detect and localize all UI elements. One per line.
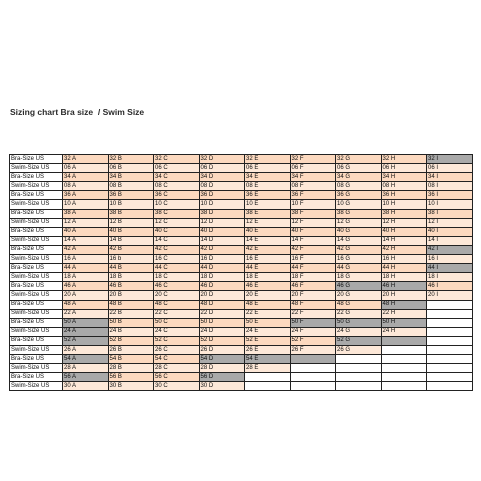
size-cell: 22 A — [63, 309, 109, 318]
size-cell: 10 B — [108, 200, 154, 209]
bra-size-label: Bra-Size US — [10, 282, 63, 291]
size-cell: 34 A — [63, 173, 109, 182]
size-cell: 52 B — [108, 336, 154, 345]
size-cell: 50 B — [108, 318, 154, 327]
size-cell: 12 C — [154, 218, 200, 227]
size-cell — [381, 336, 427, 345]
size-cell: 46 G — [336, 282, 382, 291]
size-cell: 16 D — [199, 255, 245, 264]
size-cell: 52 A — [63, 336, 109, 345]
size-cell: 40 B — [108, 227, 154, 236]
size-cell: 12 F — [290, 218, 336, 227]
bra-size-row — [10, 155, 473, 164]
size-cell: 08 D — [199, 182, 245, 191]
size-cell: 46 I — [427, 282, 473, 291]
size-cell: 32 A — [63, 155, 109, 164]
size-cell: 36 G — [336, 191, 382, 200]
size-cell: 30 D — [199, 382, 245, 391]
size-cell: 20 I — [427, 291, 473, 300]
size-cell: 18 E — [245, 273, 291, 282]
size-cell: 50 F — [290, 318, 336, 327]
size-cell: 18 A — [63, 273, 109, 282]
size-cell: 14 C — [154, 236, 200, 245]
size-cell: 10 G — [336, 200, 382, 209]
swim-size-row — [10, 364, 473, 373]
size-cell — [427, 336, 473, 345]
bra-size-label: Bra-Size US — [10, 318, 63, 327]
size-cell: 40 G — [336, 227, 382, 236]
size-cell: 24 F — [290, 327, 336, 336]
size-cell: 08 E — [245, 182, 291, 191]
size-cell: 44 F — [290, 264, 336, 273]
size-cell: 54 A — [63, 355, 109, 364]
bra-size-row — [10, 173, 473, 182]
size-cell: 26 D — [199, 345, 245, 354]
size-cell: 32 H — [381, 155, 427, 164]
size-cell: 10 F — [290, 200, 336, 209]
size-cell: 18 I — [427, 273, 473, 282]
bra-size-label: Bra-Size US — [10, 300, 63, 309]
size-cell: 48 A — [63, 300, 109, 309]
size-cell: 22 E — [245, 309, 291, 318]
size-cell: 32 G — [336, 155, 382, 164]
size-cell: 40 D — [199, 227, 245, 236]
size-cell: 38 A — [63, 209, 109, 218]
size-cell: 32 B — [108, 155, 154, 164]
size-cell: 06 E — [245, 164, 291, 173]
size-cell: 32 C — [154, 155, 200, 164]
size-cell: 46 B — [108, 282, 154, 291]
size-cell: 26 F — [290, 345, 336, 354]
size-cell: 42 F — [290, 245, 336, 254]
size-cell: 32 E — [245, 155, 291, 164]
size-cell: 24 A — [63, 327, 109, 336]
bra-size-label: Bra-Size US — [10, 209, 63, 218]
size-cell: 56 C — [154, 373, 200, 382]
size-cell: 40 E — [245, 227, 291, 236]
size-cell: 52 F — [290, 336, 336, 345]
swim-size-label: Swim-Size US — [10, 164, 63, 173]
size-cell: 44 A — [63, 264, 109, 273]
swim-size-label: Swim-Size US — [10, 327, 63, 336]
size-cell: 24 D — [199, 327, 245, 336]
size-cell: 46 C — [154, 282, 200, 291]
size-cell: 42 B — [108, 245, 154, 254]
bra-size-row — [10, 191, 473, 200]
size-cell: 36 I — [427, 191, 473, 200]
size-cell — [381, 382, 427, 391]
size-cell: 16 C — [154, 255, 200, 264]
size-cell: 36 H — [381, 191, 427, 200]
bra-size-label: Bra-Size US — [10, 191, 63, 200]
size-cell: 14 B — [108, 236, 154, 245]
size-cell: 44 B — [108, 264, 154, 273]
size-cell: 32 D — [199, 155, 245, 164]
size-cell: 50 A — [63, 318, 109, 327]
size-cell: 44 D — [199, 264, 245, 273]
swim-size-label: Swim-Size US — [10, 200, 63, 209]
size-cell: 16 b — [108, 255, 154, 264]
size-cell: 48 B — [108, 300, 154, 309]
bra-size-row — [10, 373, 473, 382]
size-cell: 06 H — [381, 164, 427, 173]
size-cell: 34 D — [199, 173, 245, 182]
size-cell: 56 D — [199, 373, 245, 382]
bra-size-label: Bra-Size US — [10, 336, 63, 345]
size-cell: 10 A — [63, 200, 109, 209]
size-cell: 40 C — [154, 227, 200, 236]
size-cell: 54 D — [199, 355, 245, 364]
size-cell: 28 E — [245, 364, 291, 373]
size-cell: 08 C — [154, 182, 200, 191]
size-cell: 54 C — [154, 355, 200, 364]
size-cell: 26 C — [154, 345, 200, 354]
swim-size-row — [10, 255, 473, 264]
size-cell: 46 D — [199, 282, 245, 291]
size-cell: 24 E — [245, 327, 291, 336]
size-cell: 34 G — [336, 173, 382, 182]
bra-size-row — [10, 282, 473, 291]
size-cell: 12 B — [108, 218, 154, 227]
size-cell: 18 G — [336, 273, 382, 282]
size-cell: 44 E — [245, 264, 291, 273]
size-cell: 06 A — [63, 164, 109, 173]
size-cell: 26 E — [245, 345, 291, 354]
size-cell: 18 C — [154, 273, 200, 282]
size-cell: 36 E — [245, 191, 291, 200]
swim-size-row — [10, 345, 473, 354]
size-cell: 38 D — [199, 209, 245, 218]
size-cell: 08 H — [381, 182, 427, 191]
size-cell — [427, 327, 473, 336]
size-cell — [290, 364, 336, 373]
size-cell — [427, 373, 473, 382]
size-cell: 38 I — [427, 209, 473, 218]
size-cell: 20 H — [381, 291, 427, 300]
size-cell: 50 G — [336, 318, 382, 327]
size-cell: 08 B — [108, 182, 154, 191]
bra-size-row — [10, 245, 473, 254]
size-cell — [245, 373, 291, 382]
swim-size-row — [10, 164, 473, 173]
bra-size-label: Bra-Size US — [10, 373, 63, 382]
size-cell: 08 G — [336, 182, 382, 191]
size-cell: 22 F — [290, 309, 336, 318]
size-cell: 12 A — [63, 218, 109, 227]
size-cell: 14 A — [63, 236, 109, 245]
size-cell: 12 D — [199, 218, 245, 227]
size-cell: 46 A — [63, 282, 109, 291]
swim-size-row — [10, 236, 473, 245]
size-cell: 52 G — [336, 336, 382, 345]
bra-size-label: Bra-Size US — [10, 227, 63, 236]
size-cell — [381, 355, 427, 364]
size-cell: 24 C — [154, 327, 200, 336]
size-cell: 32 I — [427, 155, 473, 164]
size-cell: 42 G — [336, 245, 382, 254]
size-cell — [290, 373, 336, 382]
swim-size-label: Swim-Size US — [10, 345, 63, 354]
size-cell: 34 F — [290, 173, 336, 182]
bra-size-label: Bra-Size US — [10, 155, 63, 164]
size-cell: 12 E — [245, 218, 291, 227]
size-cell: 06 F — [290, 164, 336, 173]
size-cell: 34 H — [381, 173, 427, 182]
size-cell: 44 H — [381, 264, 427, 273]
size-cell: 14 I — [427, 236, 473, 245]
size-cell: 06 C — [154, 164, 200, 173]
size-cell — [427, 318, 473, 327]
size-cell: 34 B — [108, 173, 154, 182]
size-cell: 38 H — [381, 209, 427, 218]
size-cell: 44 C — [154, 264, 200, 273]
swim-size-label: Swim-Size US — [10, 273, 63, 282]
bra-size-label: Bra-Size US — [10, 245, 63, 254]
size-cell: 32 F — [290, 155, 336, 164]
size-cell: 28 B — [108, 364, 154, 373]
size-cell: 48 H — [381, 300, 427, 309]
size-cell: 52 D — [199, 336, 245, 345]
size-cell: 26 B — [108, 345, 154, 354]
size-cell: 20 B — [108, 291, 154, 300]
size-cell: 42 D — [199, 245, 245, 254]
size-cell: 20 A — [63, 291, 109, 300]
size-cell: 36 B — [108, 191, 154, 200]
size-cell: 18 B — [108, 273, 154, 282]
size-cell: 48 C — [154, 300, 200, 309]
size-cell: 52 C — [154, 336, 200, 345]
bra-size-row — [10, 355, 473, 364]
swim-size-label: Swim-Size US — [10, 218, 63, 227]
size-cell: 52 E — [245, 336, 291, 345]
swim-size-label: Swim-Size US — [10, 309, 63, 318]
size-cell — [427, 309, 473, 318]
bra-size-row — [10, 227, 473, 236]
size-cell: 40 H — [381, 227, 427, 236]
size-cell: 18 H — [381, 273, 427, 282]
swim-size-row — [10, 200, 473, 209]
size-cell: 08 A — [63, 182, 109, 191]
swim-size-label: Swim-Size US — [10, 364, 63, 373]
size-cell: 22 G — [336, 309, 382, 318]
bra-size-row — [10, 264, 473, 273]
bra-size-label: Bra-Size US — [10, 264, 63, 273]
size-cell: 48 G — [336, 300, 382, 309]
swim-size-row — [10, 327, 473, 336]
size-cell: 08 I — [427, 182, 473, 191]
size-cell: 22 C — [154, 309, 200, 318]
size-cell: 26 G — [336, 345, 382, 354]
size-cell: 22 H — [381, 309, 427, 318]
size-cell: 22 D — [199, 309, 245, 318]
size-cell: 50 D — [199, 318, 245, 327]
size-cell: 54 B — [108, 355, 154, 364]
size-cell: 30 C — [154, 382, 200, 391]
size-cell: 50 H — [381, 318, 427, 327]
size-cell: 34 E — [245, 173, 291, 182]
size-cell — [381, 345, 427, 354]
size-cell: 48 F — [290, 300, 336, 309]
size-cell: 14 G — [336, 236, 382, 245]
size-cell — [427, 300, 473, 309]
size-cell: 12 I — [427, 218, 473, 227]
size-cell: 22 B — [108, 309, 154, 318]
size-cell: 16 A — [63, 255, 109, 264]
size-cell: 48 D — [199, 300, 245, 309]
sizing-table — [9, 154, 473, 391]
swim-size-label: Swim-Size US — [10, 236, 63, 245]
size-cell — [427, 345, 473, 354]
size-cell: 42 C — [154, 245, 200, 254]
size-cell: 44 G — [336, 264, 382, 273]
swim-size-row — [10, 218, 473, 227]
swim-size-label: Swim-Size US — [10, 291, 63, 300]
size-cell: 24 B — [108, 327, 154, 336]
swim-size-row — [10, 291, 473, 300]
size-cell: 48 E — [245, 300, 291, 309]
size-cell: 36 C — [154, 191, 200, 200]
size-cell: 36 A — [63, 191, 109, 200]
size-cell: 38 B — [108, 209, 154, 218]
size-cell: 06 B — [108, 164, 154, 173]
size-cell: 12 H — [381, 218, 427, 227]
size-cell: 34 C — [154, 173, 200, 182]
size-cell — [336, 355, 382, 364]
swim-size-row — [10, 273, 473, 282]
size-cell: 40 A — [63, 227, 109, 236]
size-cell: 42 A — [63, 245, 109, 254]
size-cell: 36 D — [199, 191, 245, 200]
size-cell: 20 D — [199, 291, 245, 300]
size-cell: 14 F — [290, 236, 336, 245]
size-cell: 46 F — [290, 282, 336, 291]
size-cell: 38 E — [245, 209, 291, 218]
size-cell: 34 I — [427, 173, 473, 182]
size-cell — [427, 382, 473, 391]
bra-size-row — [10, 318, 473, 327]
size-cell: 20 F — [290, 291, 336, 300]
size-cell: 16 F — [290, 255, 336, 264]
size-cell: 38 C — [154, 209, 200, 218]
bra-size-label: Bra-Size US — [10, 173, 63, 182]
size-cell: 10 D — [199, 200, 245, 209]
size-cell: 20 E — [245, 291, 291, 300]
size-cell — [427, 355, 473, 364]
size-cell: 26 A — [63, 345, 109, 354]
size-cell: 24 H — [381, 327, 427, 336]
size-cell: 42 E — [245, 245, 291, 254]
swim-size-label: Swim-Size US — [10, 382, 63, 391]
size-cell — [381, 373, 427, 382]
size-cell: 46 E — [245, 282, 291, 291]
size-cell — [381, 364, 427, 373]
size-cell — [427, 364, 473, 373]
size-cell — [336, 382, 382, 391]
size-cell: 20 C — [154, 291, 200, 300]
size-cell: 42 I — [427, 245, 473, 254]
size-cell: 40 F — [290, 227, 336, 236]
size-cell: 50 E — [245, 318, 291, 327]
size-cell: 14 H — [381, 236, 427, 245]
bra-size-row — [10, 300, 473, 309]
size-cell: 42 H — [381, 245, 427, 254]
size-cell: 40 I — [427, 227, 473, 236]
swim-size-label: Swim-Size US — [10, 255, 63, 264]
size-cell: 38 G — [336, 209, 382, 218]
size-cell: 36 F — [290, 191, 336, 200]
size-cell — [290, 355, 336, 364]
size-cell: 14 E — [245, 236, 291, 245]
size-cell: 16 G — [336, 255, 382, 264]
size-cell: 18 D — [199, 273, 245, 282]
size-cell: 10 E — [245, 200, 291, 209]
bra-size-row — [10, 209, 473, 218]
swim-size-row — [10, 382, 473, 391]
size-cell: 50 C — [154, 318, 200, 327]
size-cell: 12 G — [336, 218, 382, 227]
size-cell: 08 F — [290, 182, 336, 191]
size-cell: 16 I — [427, 255, 473, 264]
size-cell: 38 F — [290, 209, 336, 218]
size-cell: 30 A — [63, 382, 109, 391]
size-cell: 16 H — [381, 255, 427, 264]
swim-size-row — [10, 182, 473, 191]
size-cell: 56 B — [108, 373, 154, 382]
size-cell: 28 D — [199, 364, 245, 373]
size-cell: 10 I — [427, 200, 473, 209]
size-cell — [336, 373, 382, 382]
size-cell: 14 D — [199, 236, 245, 245]
size-cell — [336, 364, 382, 373]
size-cell: 46 H — [381, 282, 427, 291]
size-cell: 06 D — [199, 164, 245, 173]
size-cell: 06 I — [427, 164, 473, 173]
size-cell — [290, 382, 336, 391]
size-cell: 24 G — [336, 327, 382, 336]
size-cell: 06 G — [336, 164, 382, 173]
size-cell: 30 B — [108, 382, 154, 391]
chart-title: Sizing chart Bra size / Swim Size — [10, 107, 145, 117]
size-cell: 16 E — [245, 255, 291, 264]
size-cell: 28 A — [63, 364, 109, 373]
size-cell: 20 G — [336, 291, 382, 300]
size-cell: 56 A — [63, 373, 109, 382]
table-body — [10, 155, 473, 391]
size-cell: 28 C — [154, 364, 200, 373]
size-cell: 10 H — [381, 200, 427, 209]
size-cell — [245, 382, 291, 391]
swim-size-row — [10, 309, 473, 318]
size-cell: 44 I — [427, 264, 473, 273]
bra-size-label: Bra-Size US — [10, 355, 63, 364]
size-cell: 18 F — [290, 273, 336, 282]
swim-size-label: Swim-Size US — [10, 182, 63, 191]
bra-size-row — [10, 336, 473, 345]
size-cell: 54 E — [245, 355, 291, 364]
size-cell: 10 C — [154, 200, 200, 209]
